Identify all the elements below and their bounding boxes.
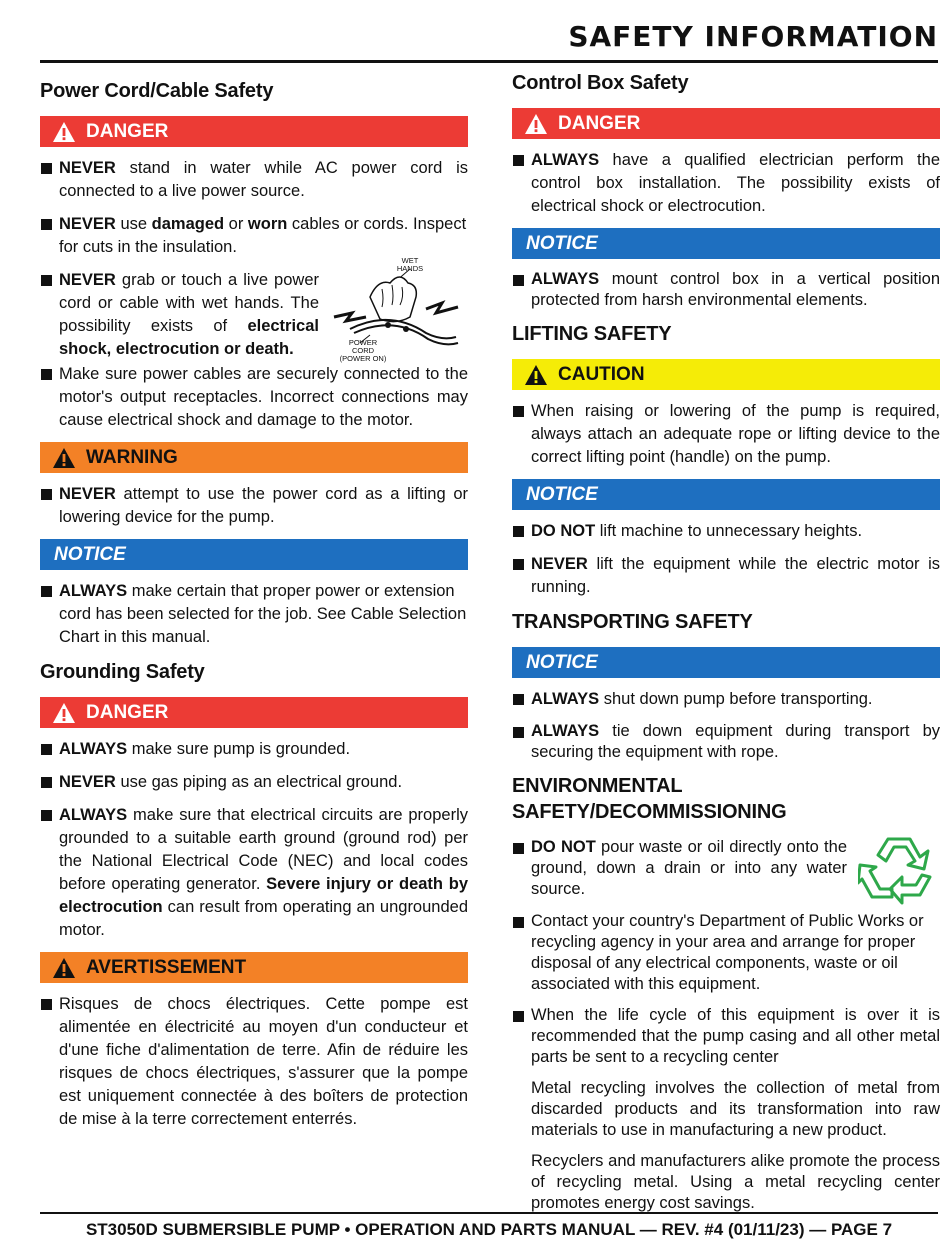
- banner-label: CAUTION: [558, 364, 645, 385]
- notice-banner: [512, 228, 940, 259]
- warning-triangle-icon: [52, 447, 76, 469]
- list-item: ALWAYS shut down pump before transporting.: [512, 688, 940, 711]
- avertissement-banner: [40, 952, 468, 983]
- banner-label: WARNING: [86, 447, 178, 468]
- caution-banner: [512, 359, 940, 390]
- banner-label: DANGER: [86, 121, 169, 142]
- banner-label: DANGER: [558, 113, 641, 134]
- right-column: [512, 70, 940, 1224]
- list-item: NEVER use damaged or worn cables or cords. Inspect for cuts in the insulation.: [40, 213, 468, 259]
- list-item: ALWAYS mount control box in a vertical position protected from harsh environmental elements.: [512, 269, 940, 311]
- grounding-title: Grounding Safety: [40, 661, 205, 683]
- page-title: SAFETY INFORMATION: [568, 20, 938, 53]
- list-item: NEVER attempt to use the power cord as a lifting or lowering device for the pump.: [40, 483, 468, 529]
- list-item: Risques de chocs électriques. Cette pompe est alimentée en électricité au moyen d'un conducteur et d'une fiche d'alimentation de terre. Afin de réduire les risques de chocs électriques, s'assurer que la pompe est uniquement connectée à des boîters de protection de mise à la terre correctement enterrés.: [40, 993, 468, 1131]
- footer-rule: [40, 1212, 938, 1214]
- list-item: DO NOT pour waste or oil directly onto the ground, down a drain or into any water source.: [512, 837, 940, 901]
- banner-label: NOTICE: [54, 544, 126, 565]
- notice-banner: [40, 539, 468, 570]
- left-column: [40, 78, 468, 1141]
- power-cord-title: Power Cord/Cable Safety: [40, 80, 274, 102]
- warning-triangle-icon: [52, 957, 76, 979]
- control-box-title: Control Box Safety: [512, 72, 689, 94]
- notice-banner: [512, 647, 940, 678]
- banner-label: AVERTISSEMENT: [86, 957, 247, 978]
- list-item: When raising or lowering of the pump is required, always attach an adequate rope or lifting device to the correct lifting point (handle) on the pump.: [512, 400, 940, 469]
- banner-label: NOTICE: [526, 484, 598, 505]
- lifting-title: LIFTING SAFETY: [512, 323, 672, 345]
- list-item: ALWAYS make certain that proper power or extension cord has been selected for the job. See Cable Selection Chart in this manual.: [40, 580, 468, 649]
- environmental-title: ENVIRONMENTAL SAFETY/DECOMMISSIONING: [512, 775, 787, 823]
- banner-label: NOTICE: [526, 233, 598, 254]
- warning-triangle-icon: [52, 121, 76, 143]
- warning-triangle-icon: [524, 113, 548, 135]
- paragraph: Metal recycling involves the collection of metal from discarded products and its transformation into raw materials to use in manufacturing a new product.: [531, 1079, 940, 1139]
- list-item: ALWAYS have a qualified electrician perform the control box installation. The possibility exists of electrical shock or electrocution.: [512, 149, 940, 218]
- list-item: ALWAYS tie down equipment during transport by securing the equipment with rope.: [512, 721, 940, 763]
- warning-banner: [40, 442, 468, 473]
- list-item: NEVER lift the equipment while the electric motor is running.: [512, 553, 940, 599]
- wet-hands-label: WET HANDS: [396, 256, 424, 273]
- power-cord-label: POWER CORD (POWER ON): [339, 338, 387, 363]
- list-item: NEVER use gas piping as an electrical ground.: [40, 771, 468, 794]
- list-item: ALWAYS make sure that electrical circuits are properly grounded to a suitable earth ground (ground rod) per the National Electrical Code (NEC) and local codes before operating generator. Severe injury or death by electrocution can result from operating an ungrounded motor.: [40, 804, 468, 942]
- transporting-title: TRANSPORTING SAFETY: [512, 611, 753, 633]
- list-item: DO NOT lift machine to unnecessary heights.: [512, 520, 940, 543]
- list-item: When the life cycle of this equipment is over it is recommended that the pump casing and all other metal parts be sent to a recycling center: [512, 1005, 940, 1068]
- warning-triangle-icon: [52, 702, 76, 724]
- list-item: Contact your country's Department of Public Works or recycling agency in your area and arrange for proper disposal of any electrical components, waste or oil associated with this equipment.: [512, 911, 940, 995]
- list-item: NEVER grab or touch a live power cord or cable with wet hands. The possibility exists of electrical shock, electrocution or death. WET HANDS POWER CORD (POWER ON): [40, 269, 468, 353]
- list-item: Make sure power cables are securely connected to the motor's output receptacles. Incorrect connections may cause electrical shock and damage to the motor.: [40, 363, 468, 432]
- page-footer: ST3050D SUBMERSIBLE PUMP • OPERATION AND PARTS MANUAL — REV. #4 (01/11/23) — PAGE 7: [85, 1220, 893, 1239]
- danger-banner: [512, 108, 940, 139]
- list-item: ALWAYS make sure pump is grounded.: [40, 738, 468, 761]
- header-rule: [40, 60, 938, 63]
- warning-triangle-icon: [524, 364, 548, 386]
- paragraph: Recyclers and manufacturers alike promote the process of recycling metal. Using a metal recycling center promotes energy cost savings.: [531, 1152, 940, 1212]
- notice-banner: [512, 479, 940, 510]
- danger-banner: [40, 697, 468, 728]
- banner-label: DANGER: [86, 702, 169, 723]
- danger-banner: [40, 116, 468, 147]
- wet-hands-illustration: [330, 256, 468, 367]
- recycle-icon: [858, 831, 940, 911]
- banner-label: NOTICE: [526, 652, 598, 673]
- list-item: NEVER stand in water while AC power cord is connected to a live power source.: [40, 157, 468, 203]
